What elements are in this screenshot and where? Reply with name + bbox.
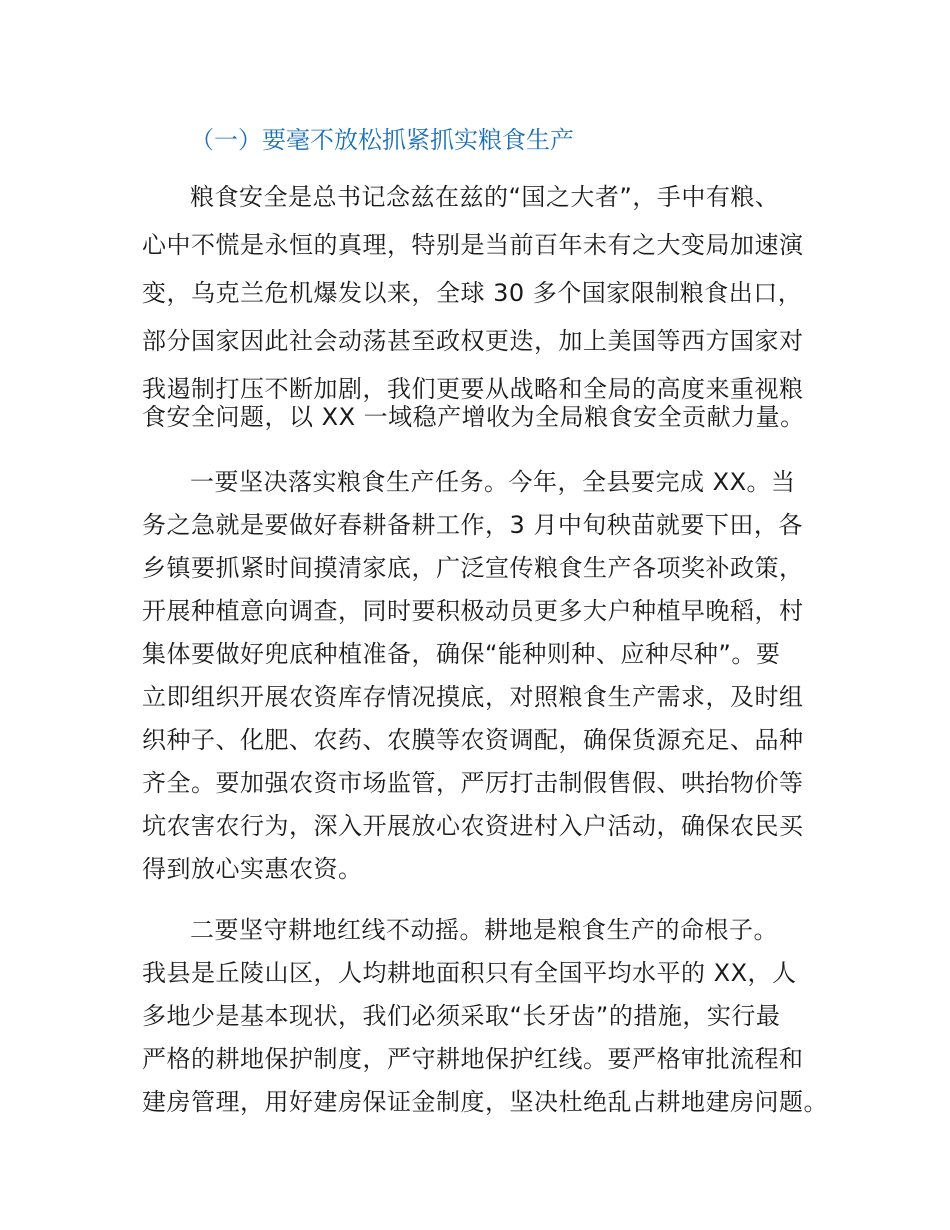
paragraph-2-line: 织种子、化肥、农药、农膜等农资调配，确保货源充足、品种 [142,726,804,754]
paragraph-1-line: 心中不慌是永恒的真理，特别是当前百年未有之大变局加速演 [142,231,804,259]
paragraph-2-line: 得到放心实惠农资。 [142,855,363,883]
paragraph-3-line: 我县是丘陵山区，人均耕地面积只有全国平均水平的 XX，人 [142,959,797,987]
paragraph-1-line: 食安全问题，以 XX 一域稳产增收为全局粮食安全贡献力量。 [142,403,805,431]
paragraph-2-line: 坑农害农行为，深入开展放心农资进村入户活动，确保农民买 [142,812,804,840]
paragraph-2-line: 乡镇要抓紧时间摸清家底，广泛宣传粮食生产各项奖补政策， [142,554,804,582]
section-heading: （一）要毫不放松抓紧抓实粮食生产 [190,126,574,154]
paragraph-2-line: 集体要做好兜底种植准备，确保“能种则种、应种尽种”。要 [142,640,781,668]
paragraph-3-line: 多地少是基本现状，我们必须采取“长牙齿”的措施，实行最 [142,1002,781,1030]
paragraph-3-line: 建房管理，用好建房保证金制度，坚决杜绝乱占耕地建房问题。 [142,1088,828,1116]
paragraph-2-line: 齐全。要加强农资市场监管，严厉打击制假售假、哄抬物价等 [142,769,804,797]
paragraph-1-line: 变，乌克兰危机爆发以来，全球 30 多个国家限制粮食出口， [142,279,803,307]
paragraph-2-line: 务之急就是要做好春耕备耕工作，3 月中旬秧苗就要下田，各 [142,511,803,539]
paragraph-1-line: 我遏制打压不断加剧，我们更要从战略和全局的高度来重视粮 [142,375,804,403]
paragraph-1-line: 粮食安全是总书记念兹在兹的“国之大者”，手中有粮、 [190,183,780,211]
paragraph-2-line: 开展种植意向调查，同时要积极动员更多大户种植早晚稻，村 [142,597,804,625]
paragraph-2-line: 一要坚决落实粮食生产任务。今年，全县要完成 XX。当 [190,468,796,496]
paragraph-3-line: 二要坚守耕地红线不动摇。耕地是粮食生产的命根子。 [190,916,778,944]
paragraph-2-line: 立即组织开展农资库存情况摸底，对照粮食生产需求，及时组 [142,683,804,711]
paragraph-3-line: 严格的耕地保护制度，严守耕地保护红线。要严格审批流程和 [142,1045,804,1073]
paragraph-1-line: 部分国家因此社会动荡甚至政权更迭，加上美国等西方国家对 [142,327,804,355]
